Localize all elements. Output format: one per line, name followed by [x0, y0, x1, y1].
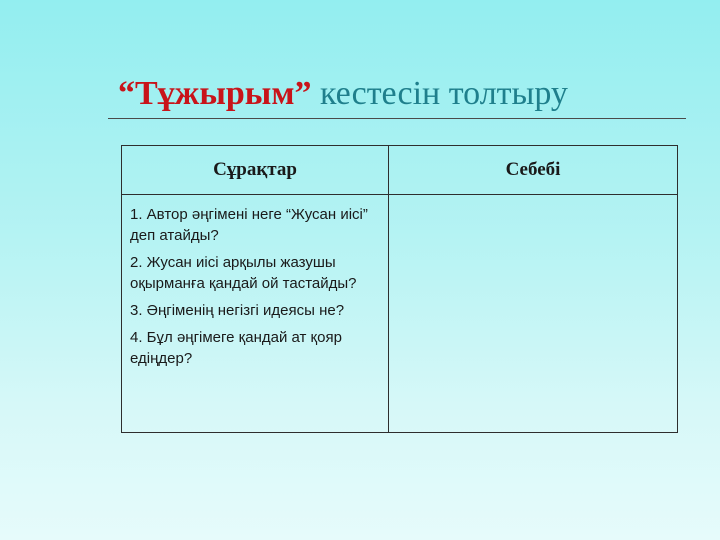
question-item-4: 4. Бұл әңгімеге қандай ат қояр едіңдер? [130, 329, 342, 367]
question-item-3: 3. Әңгіменің негізгі идеясы не? [130, 302, 345, 319]
header-questions: Сұрақтар [122, 146, 389, 195]
title-rest: кестесін толтыру [311, 75, 568, 112]
table-row [122, 195, 678, 433]
questions-cell [122, 195, 389, 433]
header-reason: Себебі [389, 146, 678, 195]
reason-cell[interactable] [389, 195, 678, 433]
conclusion-table [121, 145, 678, 433]
question-item-2: 2. Жусан иісі арқылы жазушы оқырманға қандай ой тастайды? [130, 254, 357, 292]
slide-title [118, 72, 568, 116]
question-item-1: 1. Автор әңгімені неге “Жусан иісі” деп атайды? [130, 206, 368, 244]
table-header-row [122, 146, 678, 195]
title-highlight: “Тұжырым” [118, 75, 312, 112]
title-underline [108, 118, 686, 119]
questions-list [122, 195, 388, 369]
